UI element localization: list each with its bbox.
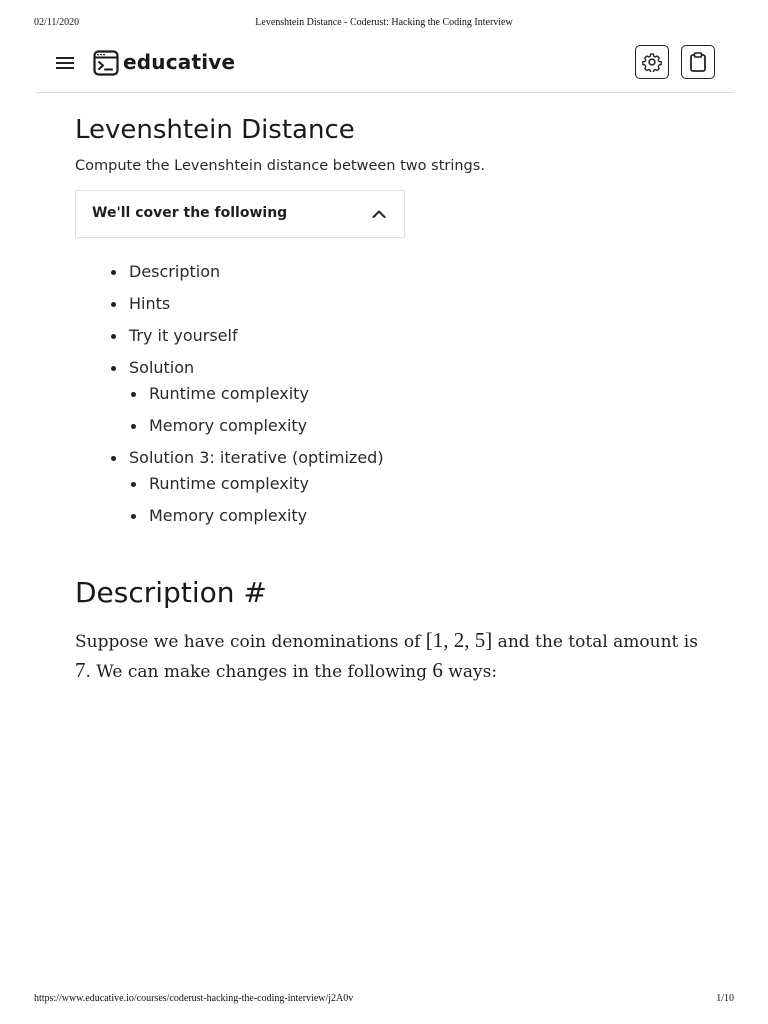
description-text-2: and the total amount is (492, 632, 698, 652)
toc-item-solution (129, 352, 695, 442)
toc-link-solution[interactable]: Solution (129, 358, 195, 377)
hamburger-menu-icon[interactable] (55, 55, 75, 71)
toc-item-description (129, 256, 695, 288)
toc-link-memory-complexity-2[interactable]: Memory complexity (149, 506, 308, 525)
toc-item-try-it-yourself (129, 320, 695, 352)
clipboard-button[interactable] (681, 45, 715, 79)
educative-logo-text[interactable]: educative (123, 50, 236, 74)
toc-sublist-solution (129, 378, 695, 442)
print-page-number: 1/10 (716, 993, 734, 1004)
settings-button[interactable] (635, 45, 669, 79)
toc-toggle[interactable] (75, 190, 405, 238)
toc-subitem-runtime-complexity (149, 378, 695, 410)
toc-list (75, 256, 695, 532)
toc-subitem-runtime-complexity-2 (149, 468, 695, 500)
toc-item-hints (129, 288, 695, 320)
page-subtitle: Compute the Levenshtein distance between two strings. (75, 158, 485, 174)
toc-item-solution-3 (129, 442, 695, 532)
page-title: Levenshtein Distance (75, 115, 355, 145)
toc-link-runtime-complexity[interactable]: Runtime complexity (149, 384, 309, 403)
math-coin-denominations: [1, 2, 5] (425, 628, 493, 652)
description-text-1: Suppose we have coin denominations of (75, 632, 426, 652)
description-paragraph (75, 626, 715, 686)
clipboard-icon (689, 52, 707, 72)
lesson-content (75, 112, 695, 532)
toc-sublist-solution-3 (129, 468, 695, 532)
print-document-title: Levenshtein Distance - Coderust: Hacking the Coding Interview (255, 17, 513, 28)
educative-logo-icon[interactable] (93, 50, 119, 76)
print-header (34, 17, 734, 31)
description-heading-text: Description # (75, 576, 267, 609)
toc-toggle-label: We'll cover the following (92, 205, 288, 221)
description-heading (75, 576, 267, 609)
toc-subitem-memory-complexity-2 (149, 500, 695, 532)
math-total-amount: 7 (75, 658, 86, 682)
toc-link-runtime-complexity-2[interactable]: Runtime complexity (149, 474, 309, 493)
toc-link-memory-complexity[interactable]: Memory complexity (149, 416, 308, 435)
toc-link-hints[interactable]: Hints (129, 294, 171, 313)
print-footer (34, 993, 734, 1007)
top-navigation-bar (36, 42, 734, 93)
math-ways-count: 6 (432, 658, 443, 682)
toc-link-description[interactable]: Description (129, 262, 221, 281)
print-url: https://www.educative.io/courses/coderust-hacking-the-coding-interview/j2A0v (34, 993, 354, 1004)
print-date: 02/11/2020 (34, 17, 80, 28)
description-text-3: . We can make changes in the following (85, 662, 433, 682)
description-text-4: ways: (442, 662, 498, 682)
toc-link-solution-3[interactable]: Solution 3: iterative (optimized) (129, 448, 384, 467)
chevron-up-icon (372, 209, 386, 219)
gear-icon (642, 52, 662, 72)
toc-subitem-memory-complexity (149, 410, 695, 442)
toc-link-try-it-yourself[interactable]: Try it yourself (129, 326, 238, 345)
